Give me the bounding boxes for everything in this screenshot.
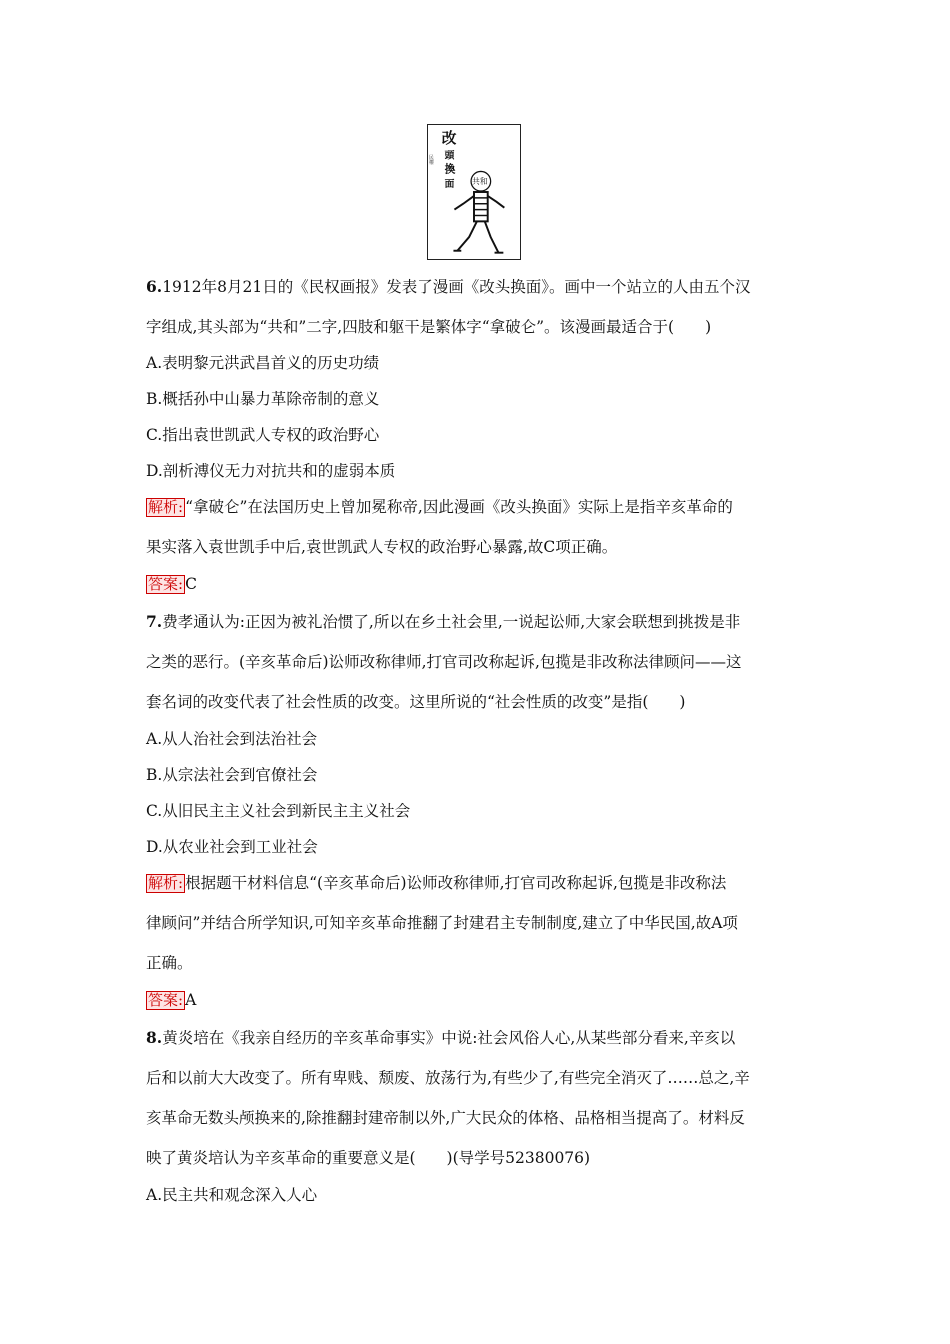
q6-analysis-line-2: 果实落入袁世凯手中后,袁世凯武人专权的政治野心暴露,故C项正确。 — [146, 538, 618, 556]
q7-stem-line-3: 套名词的改变代表了社会性质的改变。这里所说的“社会性质的改变”是指( ) — [146, 693, 686, 711]
cartoon-torso — [474, 192, 488, 221]
q6-analysis-tag: 解析: — [148, 498, 184, 516]
q7-analysis-tag: 解析: — [148, 874, 184, 892]
q6-option-d: D.剖析溥仪无力对抗共和的虚弱本质 — [146, 462, 396, 480]
cartoon-side-note: 民權 — [428, 154, 434, 165]
cartoon-title-char-3: 換 — [444, 162, 456, 176]
q7-option-b: B.从宗法社会到官僚社会 — [146, 766, 318, 784]
q7-answer-tag: 答案: — [148, 991, 184, 1009]
cartoon-right-leg — [485, 221, 499, 252]
q6-option-b: B.概括孙中山暴力革除帝制的意义 — [146, 390, 380, 408]
q8-number: 8. — [146, 1028, 163, 1047]
cartoon-right-arm — [488, 196, 505, 208]
q6-stem-line-1: 6.1912年8月21日的《民权画报》发表了漫画《改头换面》。画中一个站立的人由五个汉 — [146, 277, 751, 296]
q7-option-d: D.从农业社会到工业社会 — [146, 838, 318, 856]
q6-answer: 答案: C — [148, 575, 197, 593]
q6-option-a: A.表明黎元洪武昌首义的历史功绩 — [146, 354, 380, 372]
cartoon-left-leg — [457, 221, 477, 250]
cartoon-body-text — [476, 232, 477, 234]
q6-answer-tag: 答案: — [148, 575, 184, 593]
q8-stem-line-4: 映了黄炎培认为辛亥革命的重要意义是( )(导学号52380076) — [146, 1149, 591, 1167]
q8-option-a: A.民主共和观念深入人心 — [146, 1186, 318, 1204]
cartoon-drawing — [428, 125, 520, 259]
cartoon-figure — [427, 124, 521, 260]
q7-stem-line-2: 之类的恶行。(辛亥革命后)讼师改称律师,打官司改称起诉,包揽是非改称法律顾问——这 — [146, 653, 742, 671]
cartoon-title-char-1: 改 — [441, 130, 457, 148]
q7-answer: 答案: A — [148, 991, 197, 1009]
q8-stem-line-1: 8.黄炎培在《我亲自经历的辛亥革命事实》中说:社会风俗人心,从某些部分看来,辛亥以 — [146, 1028, 736, 1047]
q7-number: 7. — [146, 612, 163, 631]
cartoon-left-arm — [454, 196, 474, 210]
q8-stem-line-2: 后和以前大大改变了。所有卑贱、颓废、放荡行为,有些少了,有些完全消灭了……总之,辛 — [146, 1069, 750, 1087]
q8-stem-line-3: 亥革命无数头颅换来的,除推翻封建帝制以外,广大民众的体格、品格相当提高了。材料反 — [146, 1109, 745, 1127]
q6-analysis-line-1: 解析: “拿破仑”在法国历史上曾加冕称帝,因此漫画《改头换面》实际上是指辛亥革命的 — [148, 498, 733, 516]
q6-number: 6. — [146, 277, 163, 296]
q6-stem-line-2: 字组成,其头部为“共和”二字,四肢和躯干是繁体字“拿破仑”。该漫画最适合于( ) — [146, 318, 712, 336]
q7-stem-line-1: 7.费孝通认为:正因为被礼治惯了,所以在乡土社会里,一说起讼师,大家会联想到挑拨是非 — [146, 612, 741, 631]
cartoon-head-text: 共和 — [472, 177, 488, 187]
q7-analysis-line-3: 正确。 — [146, 954, 193, 972]
cartoon-title-char-2: 頭 — [444, 150, 455, 162]
q7-analysis-line-2: 律顾问”并结合所学知识,可知辛亥革命推翻了封建君主专制制度,建立了中华民国,故A项 — [146, 914, 738, 932]
q7-option-a: A.从人治社会到法治社会 — [146, 730, 318, 748]
cartoon-title-char-4: 面 — [444, 179, 455, 191]
q7-option-c: C.从旧民主主义社会到新民主主义社会 — [146, 802, 411, 820]
q6-option-c: C.指出袁世凯武人专权的政治野心 — [146, 426, 380, 444]
q7-analysis-line-1: 解析: 根据题干材料信息“(辛亥革命后)讼师改称律师,打官司改称起诉,包揽是非改称法 — [148, 874, 727, 892]
